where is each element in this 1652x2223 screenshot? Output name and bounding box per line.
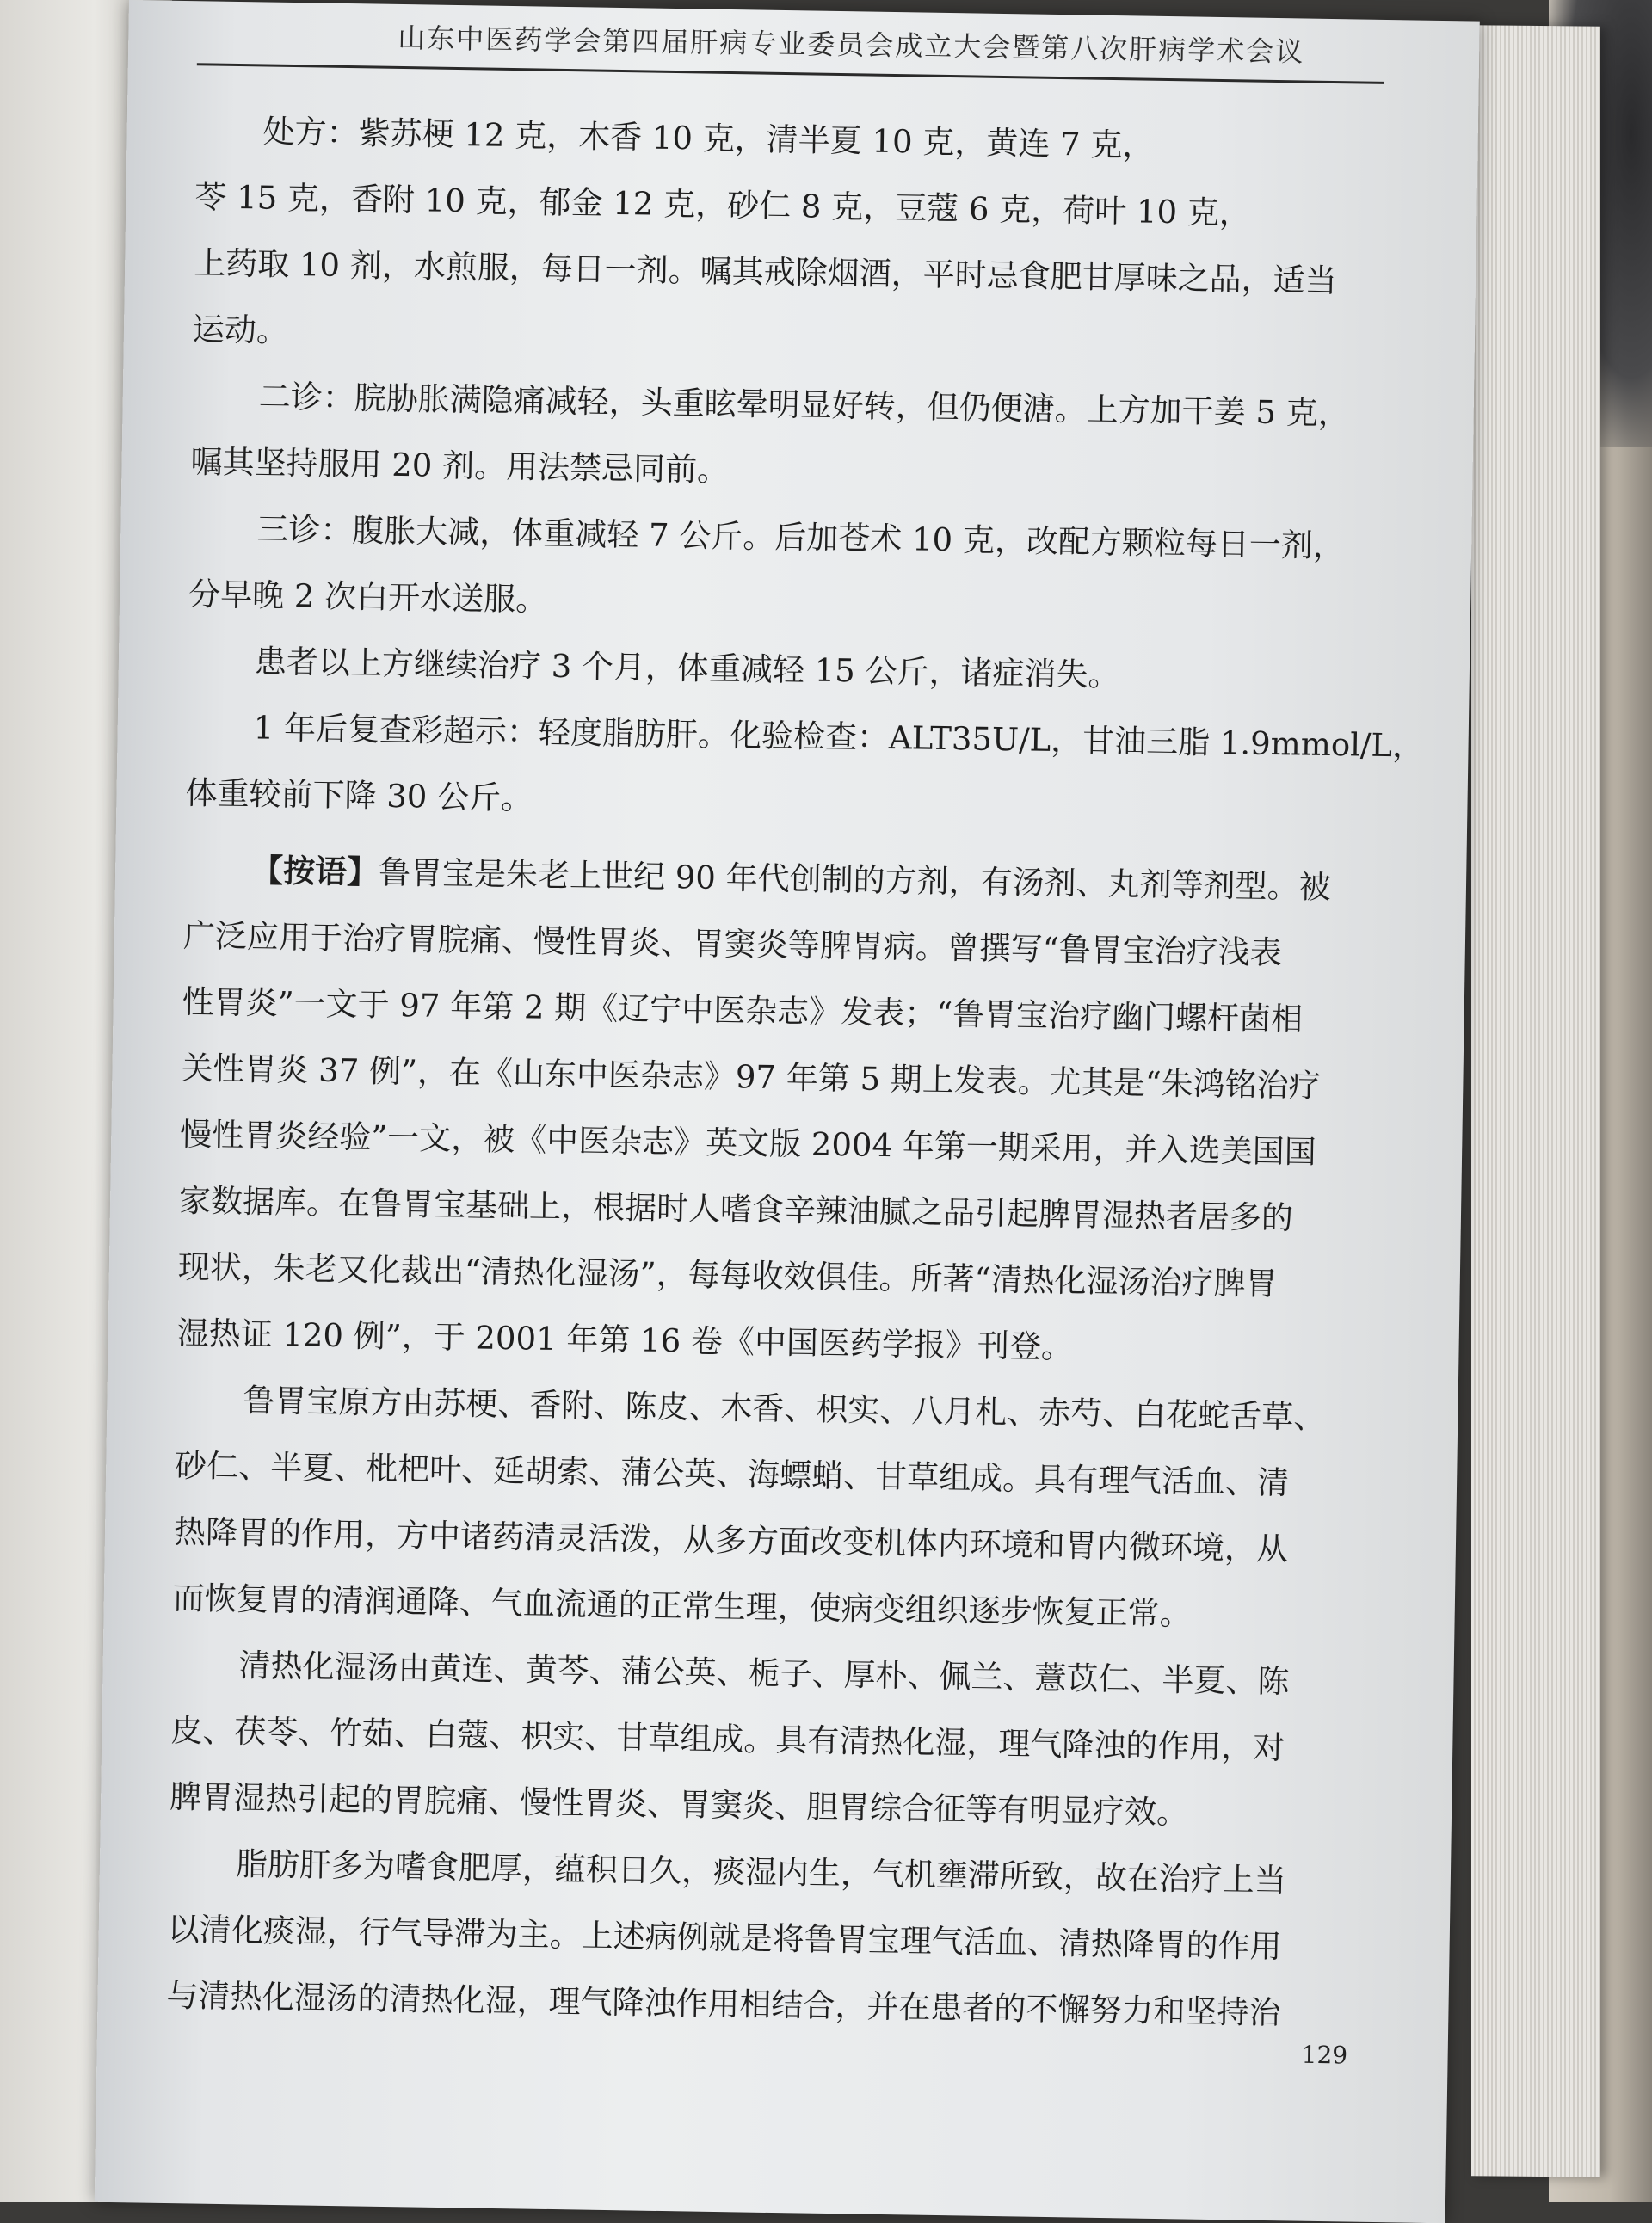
running-header: 山东中医药学会第四届肝病专业委员会成立大会暨第八次肝病学术会议 bbox=[398, 21, 1305, 69]
text-line: 慢性胃炎经验”一文，被《中医杂志》英文版 2004 年第一期采用，并入选美国国 bbox=[179, 1116, 1317, 1171]
text-line: 运动。 bbox=[192, 311, 289, 349]
page-stack-edges bbox=[1471, 25, 1600, 2177]
text-line: 而恢复胃的清润通降、气血流通的正常生理，使病变组织逐步恢复正常。 bbox=[172, 1580, 1193, 1633]
text-line: 皮、茯苓、竹茹、白蔻、枳实、甘草组成。具有清热化湿，理气降浊的作用，对 bbox=[170, 1712, 1285, 1767]
text-line: 脂肪肝多为嗜食肥厚，蕴积日久，痰湿内生，气机壅滞所致，故在治疗上当 bbox=[235, 1845, 1287, 1900]
text-line: 二诊：脘胁胀满隐痛减轻，头重眩晕明显好转，但仍便溏。上方加干姜 5 克， bbox=[258, 378, 1351, 433]
text-line: 上药取 10 剂，水煎服，每日一剂。嘱其戒除烟酒，平时忌食肥甘厚味之品，适当 bbox=[193, 244, 1337, 300]
text-line: 1 年后复查彩超示：轻度脂肪肝。化验检查：ALT35U/L，甘油三脂 1.9mmol/L， bbox=[253, 709, 1425, 765]
commentary-text: 鲁胃宝是朱老上世纪 90 年代创制的方剂，有汤剂、丸剂等剂型。被 bbox=[378, 853, 1331, 907]
text-line: 现状，朱老又化裁出“清热化湿汤”，每每收效俱佳。所著“清热化湿汤治疗脾胃 bbox=[177, 1248, 1278, 1303]
text-line: 湿热证 120 例”，于 2001 年第 16 卷《中国医药学报》刊登。 bbox=[176, 1315, 1074, 1366]
book-page bbox=[95, 0, 1480, 2223]
text-line: 与清热化湿汤的清热化湿，理气降浊作用相结合，并在患者的不懈努力和坚持治 bbox=[166, 1976, 1281, 2032]
text-line: 患者以上方继续治疗 3 个月，体重减轻 15 公斤，诸症消失。 bbox=[254, 643, 1120, 694]
body-text bbox=[166, 97, 1427, 2048]
text-line: 性胃炎”一文于 97 年第 2 期《辽宁中医杂志》发表；“鲁胃宝治疗幽门螺杆菌相 bbox=[182, 983, 1304, 1038]
text-line: 关性胃炎 37 例”，在《山东中医杂志》97 年第 5 期上发表。尤其是“朱鸿铭治疗 bbox=[181, 1050, 1322, 1105]
text-line: 处方：紫苏梗 12 克，木香 10 克，清半夏 10 克，黄连 7 克， bbox=[262, 113, 1155, 164]
commentary-heading: 【按语】 bbox=[250, 851, 379, 891]
text-line: 苓 15 克，香附 10 克，郁金 12 克，砂仁 8 克，豆蔻 6 克，荷叶 10 克， bbox=[194, 178, 1252, 232]
text-line: 鲁胃宝原方由苏梗、香附、陈皮、木香、枳实、八月札、赤芍、白花蛇舌草、 bbox=[243, 1382, 1326, 1437]
text-line: 砂仁、半夏、枇杷叶、延胡索、蒲公英、海螵蛸、甘草组成。具有理气活血、清 bbox=[174, 1447, 1290, 1502]
text-line: 热降胃的作用，方中诸药清灵活泼，从多方面改变机体内环境和胃内微环境，从 bbox=[173, 1513, 1289, 1568]
text-line: 清热化湿汤由黄连、黄芩、蒲公英、栀子、厚朴、佩兰、薏苡仁、半夏、陈 bbox=[238, 1647, 1290, 1701]
text-line: 脾胃湿热引起的胃脘痛、慢性胃炎、胃窦炎、胆胃综合征等有明显疗效。 bbox=[169, 1778, 1189, 1832]
page-number: 129 bbox=[1301, 2040, 1348, 2070]
text-line: 三诊：腹胀大减，体重减轻 7 公斤。后加苍术 10 克，改配方颗粒每日一剂， bbox=[256, 510, 1346, 565]
text-line: 分早晚 2 次白开水送服。 bbox=[188, 576, 548, 619]
text-line: 以清化痰湿，行气导滞为主。上述病例就是将鲁胃宝理气活血、清热降胃的作用 bbox=[167, 1910, 1282, 1966]
text-line: 广泛应用于治疗胃脘痛、慢性胃炎、胃窦炎等脾胃病。曾撰写“鲁胃宝治疗浅表 bbox=[182, 917, 1283, 972]
text-line: 家数据库。在鲁胃宝基础上，根据时人嗜食辛辣油腻之品引起脾胃湿热者居多的 bbox=[178, 1182, 1294, 1237]
text-line: 体重较前下降 30 公斤。 bbox=[185, 774, 533, 817]
text-line: 嘱其坚持服用 20 剂。用法禁忌同前。 bbox=[190, 443, 730, 490]
